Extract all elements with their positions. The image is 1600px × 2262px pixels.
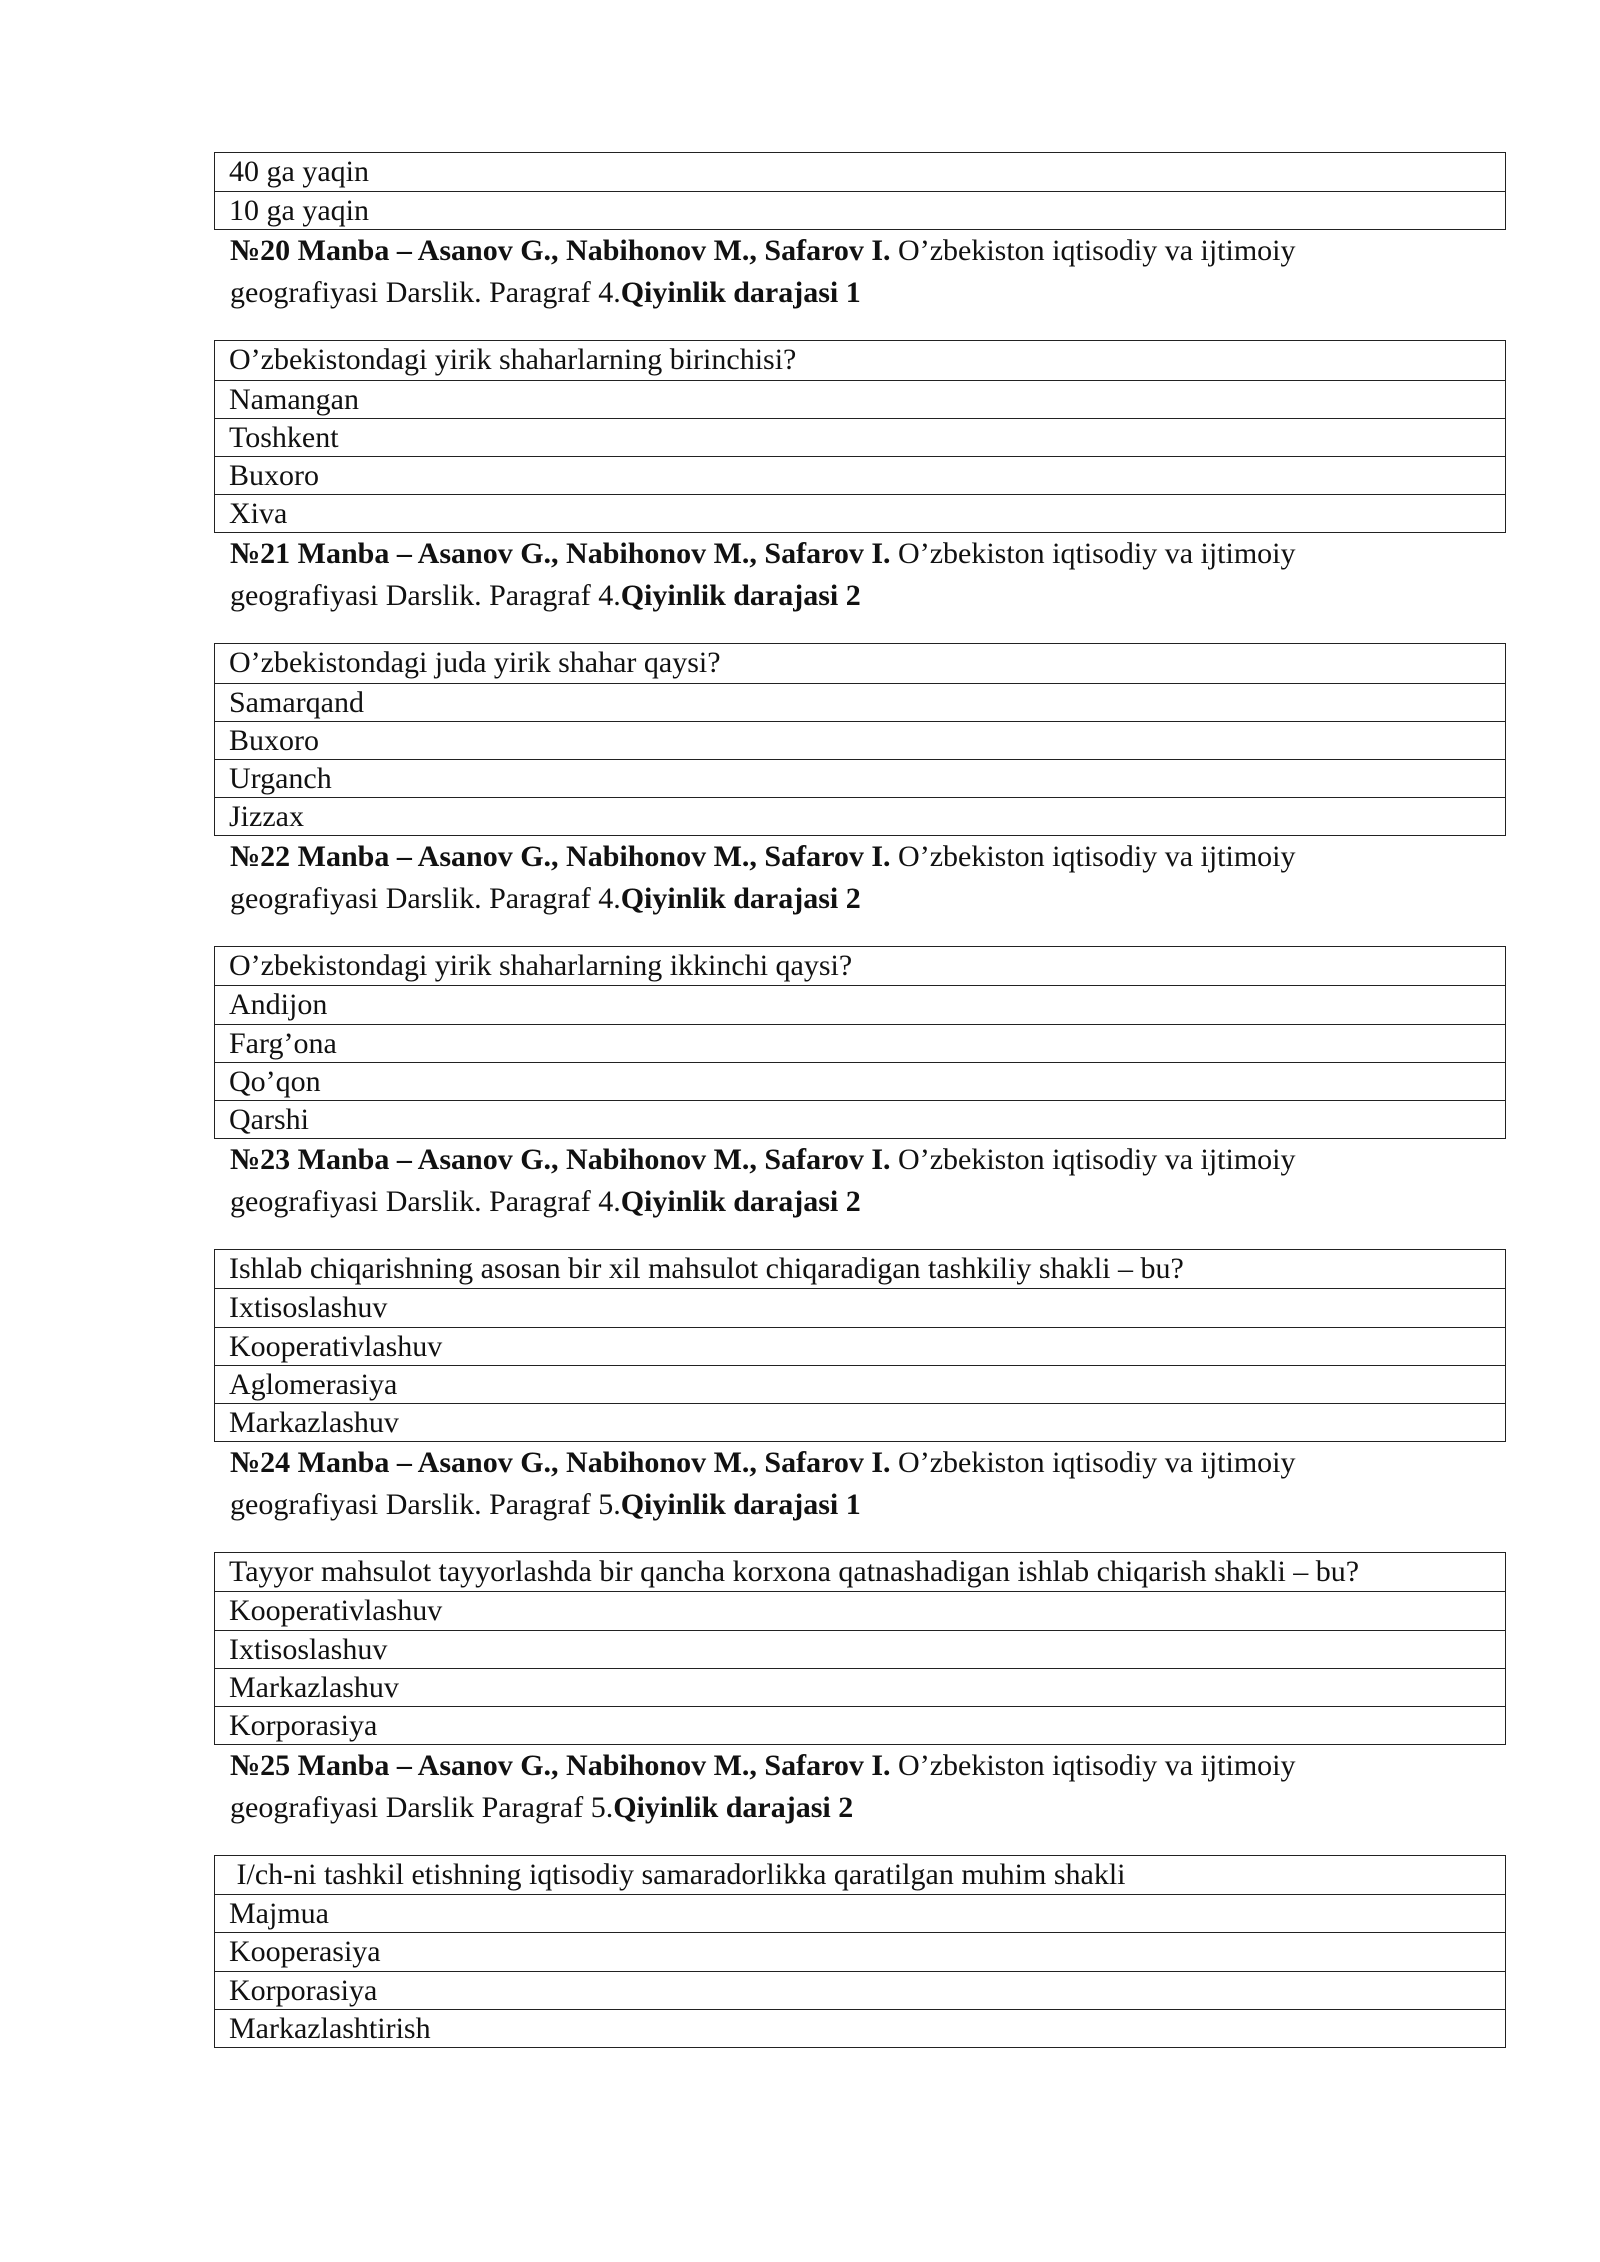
question-text: O’zbekistondagi juda yirik shahar qaysi? [229,646,721,680]
source-paragraph: geografiyasi Darslik. Paragraf 4. [230,882,621,916]
question-table [214,340,1506,533]
question-table [214,946,1506,1139]
source-title: O’zbekiston iqtisodiy va ijtimoiy [890,1749,1296,1783]
answer-option: Urganch [215,759,1505,797]
answer-option: Korporasiya [215,1706,1505,1744]
question-block-21 [214,533,1506,836]
question-text: O’zbekistondagi yirik shaharlarning birinchisi? [229,343,797,377]
question-block-23 [214,1139,1506,1442]
question-block-20 [214,230,1506,533]
source-paragraph: geografiyasi Darslik. Paragraf 4. [230,276,621,310]
source-title: O’zbekiston iqtisodiy va ijtimoiy [890,537,1296,571]
question-number: №22 [230,840,291,874]
question-number: №24 [230,1446,291,1480]
question-header [214,230,1506,314]
question-number: №20 [230,234,291,268]
answer-option: Jizzax [215,797,1505,835]
answer-option: Xiva [215,494,1505,532]
question-header [214,836,1506,920]
answer-table-q19-tail [214,152,1506,230]
question-table [214,643,1506,836]
source-authors: Manba – Asanov G., Nabihonov M., Safarov I. [290,1143,891,1177]
answer-option: Majmua [215,1894,1505,1932]
answer-option: Markazlashtirish [215,2009,1505,2047]
source-authors: Manba – Asanov G., Nabihonov M., Safarov I. [290,840,891,874]
answer-option: Markazlashuv [215,1668,1505,1706]
answer-option: Qo’qon [215,1062,1505,1100]
source-authors: Manba – Asanov G., Nabihonov M., Safarov I. [290,1749,891,1783]
answer-option: Korporasiya [215,1971,1505,2009]
answer-option: Ixtisoslashuv [215,1288,1505,1326]
difficulty-level: Qiyinlik darajasi 2 [620,579,861,613]
difficulty-level: Qiyinlik darajasi 2 [620,882,861,916]
question-text: O’zbekistondagi yirik shaharlarning ikkinchi qaysi? [229,949,853,983]
question-number: №23 [230,1143,291,1177]
source-title: O’zbekiston iqtisodiy va ijtimoiy [890,840,1296,874]
source-paragraph: geografiyasi Darslik Paragraf 5. [230,1791,614,1825]
source-title: O’zbekiston iqtisodiy va ijtimoiy [890,1446,1296,1480]
question-text: I/ch-ni tashkil etishning iqtisodiy samaradorlikka qaratilgan muhim shakli [229,1858,1126,1892]
document-content [214,152,1506,2048]
answer-option: Kooperativlashuv [215,1327,1505,1365]
source-authors: Manba – Asanov G., Nabihonov M., Safarov I. [290,537,891,571]
question-text: Tayyor mahsulot tayyorlashda bir qancha korxona qatnashadigan ishlab chiqarish shakli – bu? [229,1555,1360,1589]
question-number: №25 [230,1749,291,1783]
question-table [214,1249,1506,1442]
question-header [214,1442,1506,1526]
source-title: O’zbekiston iqtisodiy va ijtimoiy [890,234,1296,268]
source-paragraph: geografiyasi Darslik. Paragraf 4. [230,579,621,613]
difficulty-level: Qiyinlik darajasi 1 [620,276,861,310]
question-text: Ishlab chiqarishning asosan bir xil mahsulot chiqaradigan tashkiliy shakli – bu? [229,1252,1184,1286]
answer-option: Namangan [215,380,1505,418]
source-paragraph: geografiyasi Darslik. Paragraf 4. [230,1185,621,1219]
answer-option: Ixtisoslashuv [215,1630,1505,1668]
question-block-22 [214,836,1506,1139]
question-table [214,1855,1506,2048]
answer-option: Aglomerasiya [215,1365,1505,1403]
difficulty-level: Qiyinlik darajasi 2 [613,1791,854,1825]
answer-option: Kooperasiya [215,1932,1505,1970]
question-number: №21 [230,537,291,571]
question-header [214,1745,1506,1829]
difficulty-level: Qiyinlik darajasi 2 [620,1185,861,1219]
table-row: 40 ga yaqin [229,155,369,188]
answer-option: Farg’ona [215,1024,1505,1062]
source-authors: Manba – Asanov G., Nabihonov M., Safarov I. [290,1446,891,1480]
answer-option: Kooperativlashuv [215,1591,1505,1629]
answer-option: Samarqand [215,683,1505,721]
question-header [214,1139,1506,1223]
answer-option: Markazlashuv [215,1403,1505,1441]
question-header [214,533,1506,617]
answer-option: Buxoro [215,456,1505,494]
difficulty-level: Qiyinlik darajasi 1 [620,1488,861,1522]
source-title: O’zbekiston iqtisodiy va ijtimoiy [890,1143,1296,1177]
answer-option: Buxoro [215,721,1505,759]
question-block-24 [214,1442,1506,1745]
source-authors: Manba – Asanov G., Nabihonov M., Safarov I. [290,234,891,268]
answer-option: Andijon [215,985,1505,1023]
question-block-25 [214,1745,1506,2048]
answer-option: Qarshi [215,1100,1505,1138]
answer-option: Toshkent [215,418,1505,456]
source-paragraph: geografiyasi Darslik. Paragraf 5. [230,1488,621,1522]
table-row: 10 ga yaqin [215,191,1505,229]
question-table [214,1552,1506,1745]
